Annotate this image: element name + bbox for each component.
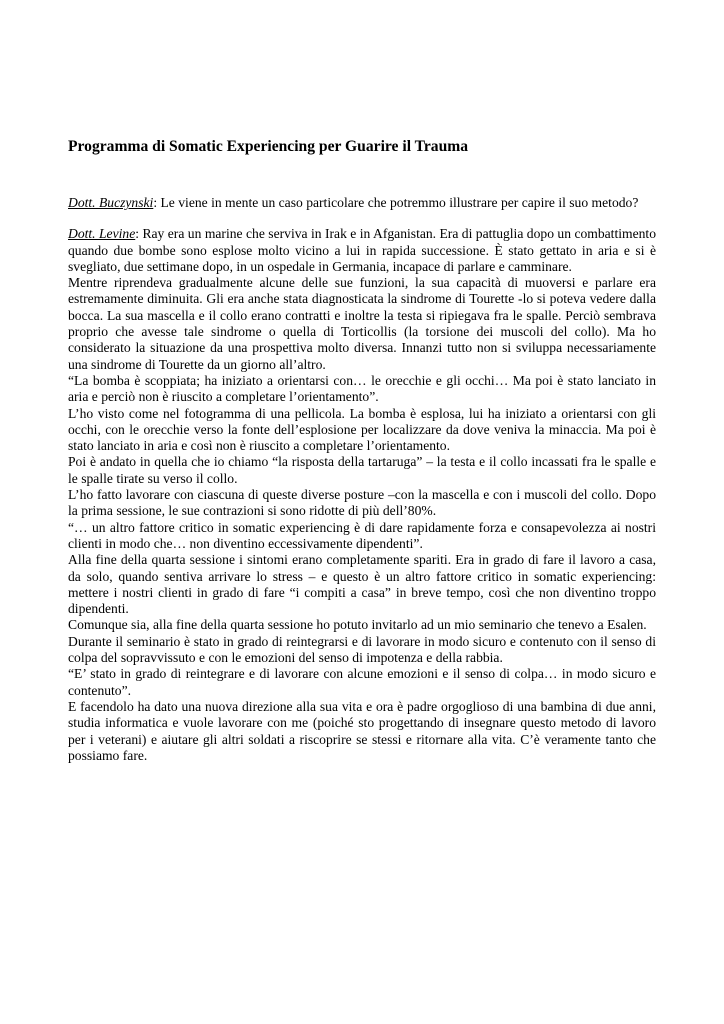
speaker-buczynski: Dott. Buczynski xyxy=(68,195,154,210)
paragraph: “… un altro fattore critico in somatic experiencing è di dare rapidamente forza e consapevolezza ai nostri clienti in modo che… non diventino eccessivamente dipendenti”. xyxy=(68,519,656,551)
levine-answer xyxy=(68,226,656,275)
paragraph: “E’ stato in grado di reintegrare e di lavorare con alcune emozioni e il senso di colpa… in modo sicuro e contenuto”. xyxy=(68,666,656,698)
paragraph: L’ho visto come nel fotogramma di una pellicola. La bomba è esplosa, lui ha iniziato a orientarsi con gli occhi, con le orecchie verso la fonte dell’esplosione per localizzare da dove veniva la minaccia. Ma poi è stato lanciato in aria e così non è riuscito a completare l’orientamento. xyxy=(68,405,656,454)
answer-text: : Ray era un marine che serviva in Irak e in Afganistan. Era di pattuglia dopo un combattimento quando due bombe sono esplose molto vicino a lui in rapida successione. È stato gettato in aria e si è svegliato, due settimane dopo, in un ospedale in Germania, incapace di parlare e camminare. xyxy=(68,226,656,274)
paragraph: Alla fine della quarta sessione i sintomi erano completamente spariti. Era in grado di fare il lavoro a casa, da solo, quando sentiva arrivare lo stress – e questo è un altro fattore critico in somatic experiencing: mettere i nostri clienti in grado di fare “i compiti a casa” in breve tempo, così che non diventino troppo dipendenti. xyxy=(68,552,656,617)
document-title: Programma di Somatic Experiencing per Guarire il Trauma xyxy=(68,138,469,155)
paragraph: Comunque sia, alla fine della quarta sessione ho potuto invitarlo ad un mio seminario che tenevo a Esalen. xyxy=(68,617,647,633)
paragraph: L’ho fatto lavorare con ciascuna di queste diverse posture –con la mascella e con i muscoli del collo. Dopo la prima sessione, le sue contrazioni si sono ridotte di più dell’80%. xyxy=(68,487,656,519)
interviewer-question xyxy=(68,195,656,211)
paragraph: “La bomba è scoppiata; ha iniziato a orientarsi con… le orecchie e gli occhi… Ma poi è stato lanciato in aria e perciò non è riuscito a completare l’orientamento”. xyxy=(68,372,656,405)
paragraph: Durante il seminario è stato in grado di reintegrarsi e di lavorare in modo sicuro e contenuto con il senso di colpa del sopravvissuto e con le emozioni del senso di impotenza e della rabbia. xyxy=(68,633,656,666)
question-text: : Le viene in mente un caso particolare che potremmo illustrare per capire il suo metodo? xyxy=(153,195,639,210)
document-page xyxy=(68,137,656,764)
paragraph: Poi è andato in quella che io chiamo “la risposta della tartaruga” – la testa e il collo incassati fra le spalle e le spalle tirate su verso il collo. xyxy=(68,454,656,486)
paragraph: Mentre riprendeva gradualmente alcune delle sue funzioni, la sua capacità di muoversi e parlare era estremamente diminuita. Gli era anche stata diagnosticata la sindrome di Tourette -lo si poteva vedere dalla bocca. La sua mascella e il collo erano contratti e inoltre la testa si ripiegava fra le spalle. Perciò sembrava proprio che avesse tale sindrome o quella di Torticollis (la torsione dei muscoli del collo). Ma ho considerato la situazione da una prospettiva molto diversa. Innanzi tutto non si sviluppa necessariamente una sindrome di Tourette da un giorno all’altro. xyxy=(68,275,656,372)
paragraph: E facendolo ha dato una nuova direzione alla sua vita e ora è padre orgoglioso di una bambina di due anni, studia informatica e vuole lavorare con me (poiché sto progettando di insegnare questo metodo di lavoro per i veterani) e aiutare gli altri soldati a riscoprire se stessi e ritornare alla vita. C’è veramente tanto che possiamo fare. xyxy=(68,698,656,763)
speaker-levine: Dott. Levine xyxy=(68,226,136,242)
